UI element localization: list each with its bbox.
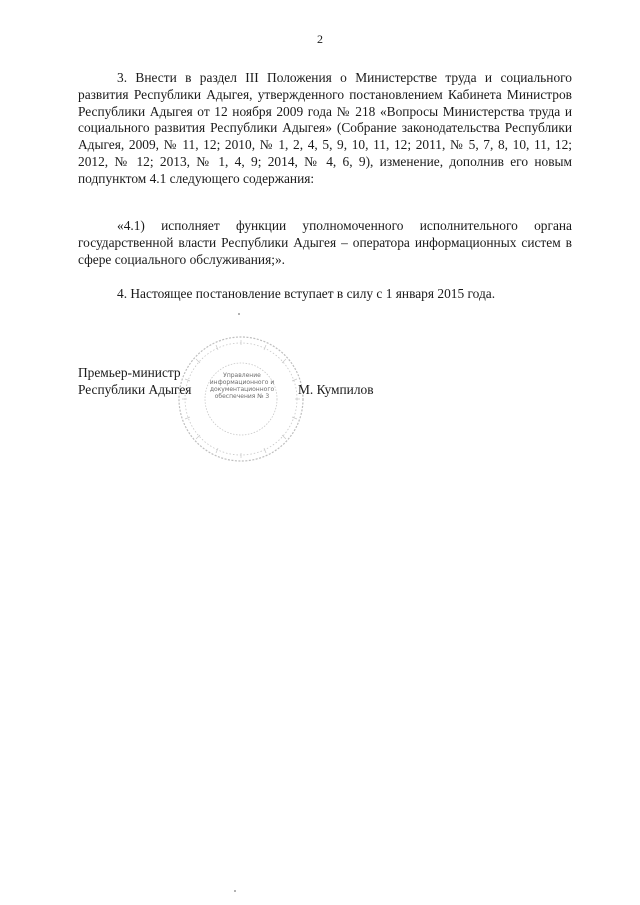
- paragraph-item-3: 3. Внести в раздел III Положения о Министерстве труда и социального развития Республики Адыгея, утвержденного постановлением Кабинета Министров Республики Адыгея от 12 ноября 2009 года № 218 «Вопросы Министерства труда и социального развития Республики Адыгея» (Собрание законодательства Республики Адыгея, 2009, № 11, 12; 2010, № 1, 2, 4, 5, 9, 10, 11, 12; 2011, № 5, 7, 8, 10, 11, 12; 2012, № 12; 2013, № 1, 4, 9; 2014, № 4, 6, 9), изменение, дополнив его новым подпунктом 4.1 следующего содержания:: [78, 70, 572, 186]
- scan-speck: [238, 313, 240, 315]
- scan-speck: [234, 890, 236, 892]
- signature-title-line2: Республики Адыгея: [78, 382, 192, 397]
- paragraph-item-4: 4. Настоящее постановление вступает в силу с 1 января 2015 года.: [117, 286, 496, 301]
- paragraph-quote: «4.1) исполняет функции уполномоченного исполнительного органа государственной власти Республики Адыгея – оператора информационных систем в сфере социального обслуживания;».: [78, 218, 572, 267]
- page-number: 2: [317, 32, 323, 46]
- signature-title: [78, 364, 191, 398]
- seal-center-text: Управление информационного и документационного обеспечения № 3: [209, 372, 275, 400]
- signature-name: М. Кумпилов: [298, 382, 374, 397]
- signature-title-line1: Премьер-министр: [78, 365, 181, 380]
